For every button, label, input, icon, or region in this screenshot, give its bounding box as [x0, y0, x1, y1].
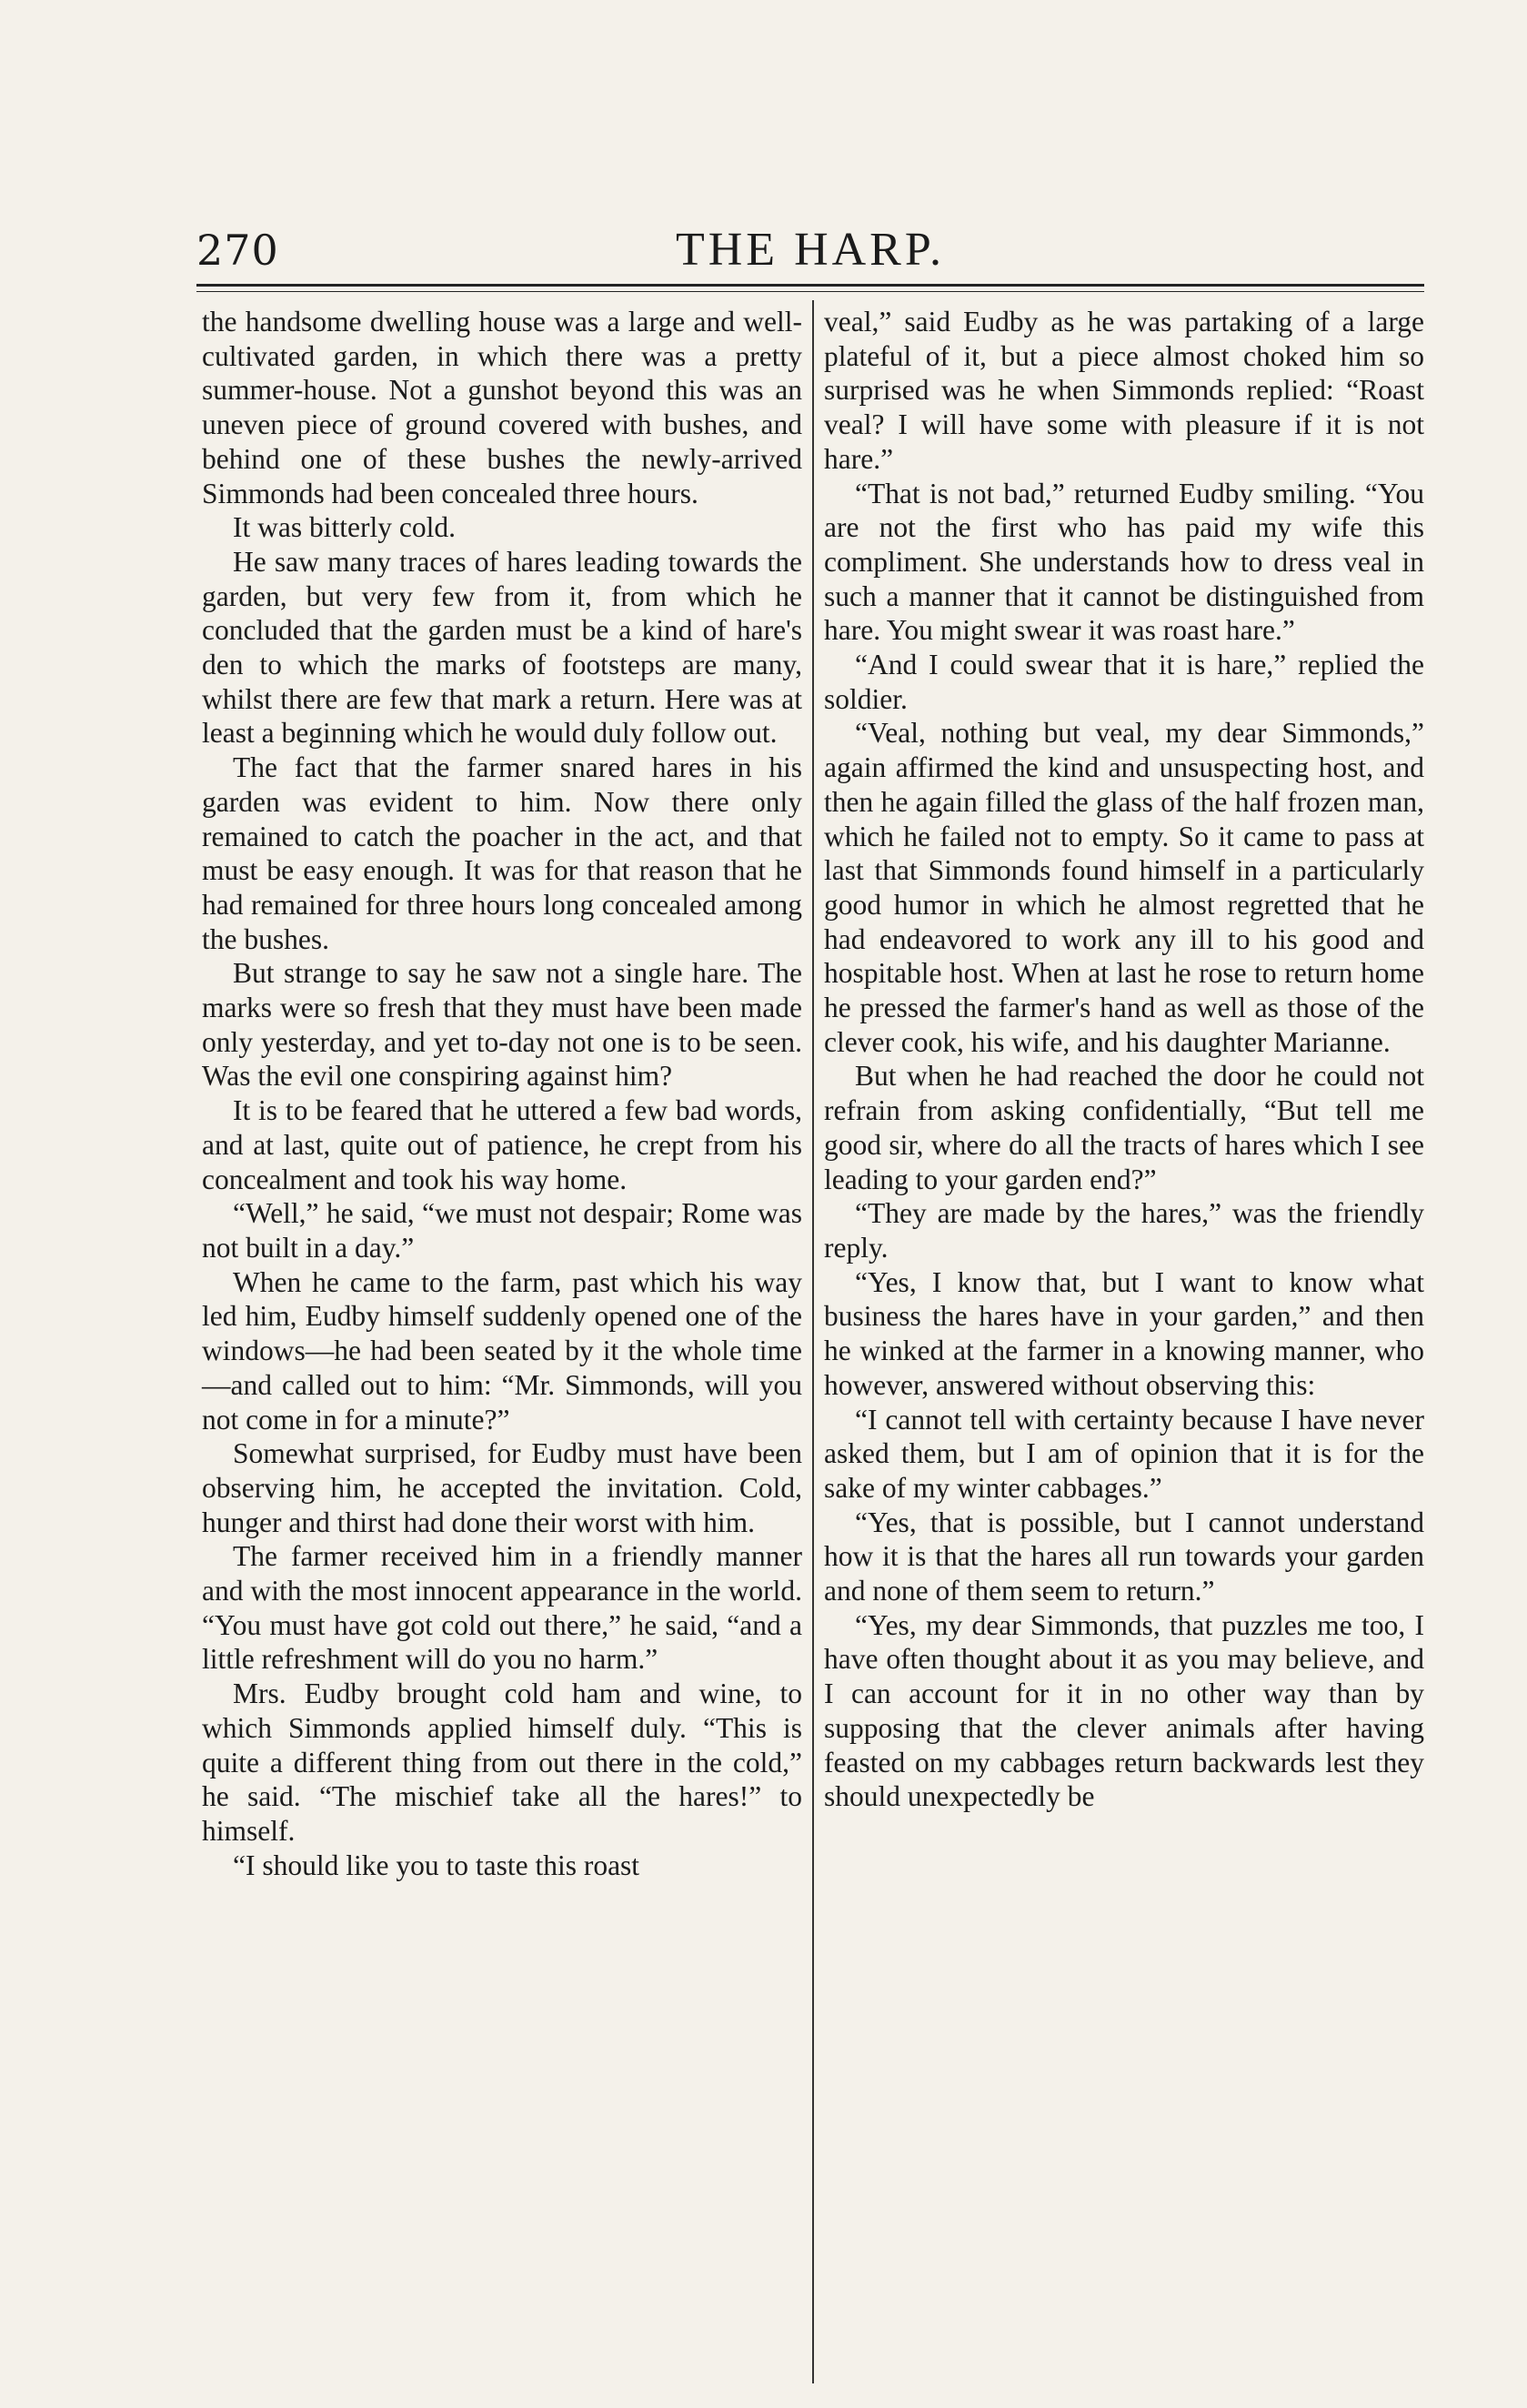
- paragraph: He saw many traces of hares leading towards the garden, but very few from it, from which he concluded that the garden must be a kind of hare's den to which the marks of footsteps are many, whilst there are few that mark a return. Here was at least a beginning which he would duly follow out.: [202, 545, 802, 750]
- paragraph: When he came to the farm, past which his way led him, Eudby himself suddenly opened one of the windows—he had been seated by it the whole time—and called out to him: “Mr. Simmonds, will you not come in for a minute?”: [202, 1265, 802, 1436]
- paragraph: Somewhat surprised, for Eudby must have been observing him, he accepted the invitation. Cold, hunger and thirst had done their worst with him.: [202, 1437, 802, 1538]
- paragraph: It was bitterly cold.: [233, 511, 456, 544]
- paragraph: It is to be feared that he uttered a few bad words, and at last, quite out of patience, he crept from his concealment and took his way home.: [202, 1094, 802, 1195]
- header-rule: [196, 284, 1424, 287]
- paragraph: “And I could swear that it is hare,” replied the soldier.: [824, 649, 1424, 715]
- paragraph: “I cannot tell with certainty because I have never asked them, but I am of opinion that it is for the sake of my winter cabbages.”: [824, 1403, 1424, 1504]
- left-text-column: [202, 305, 802, 1882]
- paragraph: “That is not bad,” returned Eudby smiling. “You are not the first who has paid my wife this compliment. She understands how to dress veal in such a manner that it cannot be distinguished from hare. You might swear it was roast hare.”: [824, 477, 1424, 647]
- paragraph: But strange to say he saw not a single hare. The marks were so fresh that they must have been made only yesterday, and yet to-day not one is to be seen. Was the evil one conspiring against him?: [202, 957, 802, 1093]
- paragraph: “I should like you to taste this roast: [233, 1849, 640, 1881]
- paragraph: But when he had reached the door he could not refrain from asking confidentially, “But tell me good sir, where do all the tracts of hares which I see leading to your garden end?”: [824, 1060, 1424, 1195]
- paragraph: “They are made by the hares,” was the friendly reply.: [824, 1197, 1424, 1264]
- paragraph: The fact that the farmer snared hares in his garden was evident to him. Now there only remained to catch the poacher in the act, and that must be easy enough. It was for that reason that he had remained for three hours long concealed among the bushes.: [202, 751, 802, 955]
- journal-title: THE HARP.: [675, 224, 946, 276]
- column-divider: [812, 300, 814, 2383]
- paragraph: “Yes, my dear Simmonds, that puzzles me too, I have often thought about it as you may believe, and I can account for it in no other way than by supposing that the clever animals after having feasted on my cabbages return backwards lest they should unexpectedly be: [824, 1608, 1424, 1813]
- paragraph: “Well,” he said, “we must not despair; Rome was not built in a day.”: [202, 1197, 802, 1264]
- right-text-column: [824, 305, 1424, 1814]
- paragraph: “Yes, that is possible, but I cannot understand how it is that the hares all run towards your garden and none of them seem to return.”: [824, 1506, 1424, 1607]
- paragraph: “Veal, nothing but veal, my dear Simmonds,” again affirmed the kind and unsuspecting host, and then he again filled the glass of the half frozen man, which he failed not to empty. So it came to pass at last that Simmonds found himself in a particularly good humor in which he almost regretted that he had endeavored to work any ill to his good and hospitable host. When at last he rose to return home he pressed the farmer's hand as well as those of the clever cook, his wife, and his daughter Marianne.: [824, 717, 1424, 1058]
- header-rule-thin: [196, 291, 1424, 292]
- page-number: 270: [196, 226, 279, 275]
- paragraph: “Yes, I know that, but I want to know what business the hares have in your garden,” and then he winked at the farmer in a knowing manner, who however, answered without observing this:: [824, 1265, 1424, 1401]
- paragraph: veal,” said Eudby as he was partaking of a large plateful of it, but a piece almost choked him so surprised was he when Simmonds replied: “Roast veal? I will have some with pleasure if it is not hare.”: [824, 306, 1424, 475]
- paragraph: the handsome dwelling house was a large and well-cultivated garden, in which there was a pretty summer-house. Not a gunshot beyond this was an uneven piece of ground covered with bushes, and behind one of these bushes the newly-arrived Simmonds had been concealed three hours.: [202, 306, 802, 509]
- paragraph: Mrs. Eudby brought cold ham and wine, to which Simmonds applied himself duly. “This is quite a different thing from out there in the cold,” he said. “The mischief take all the hares!” to himself.: [202, 1678, 802, 1847]
- page-header: [196, 218, 1424, 282]
- paragraph: The farmer received him in a friendly manner and with the most innocent appearance in the world. “You must have got cold out there,” he said, “and a little refreshment will do you no harm.”: [202, 1540, 802, 1676]
